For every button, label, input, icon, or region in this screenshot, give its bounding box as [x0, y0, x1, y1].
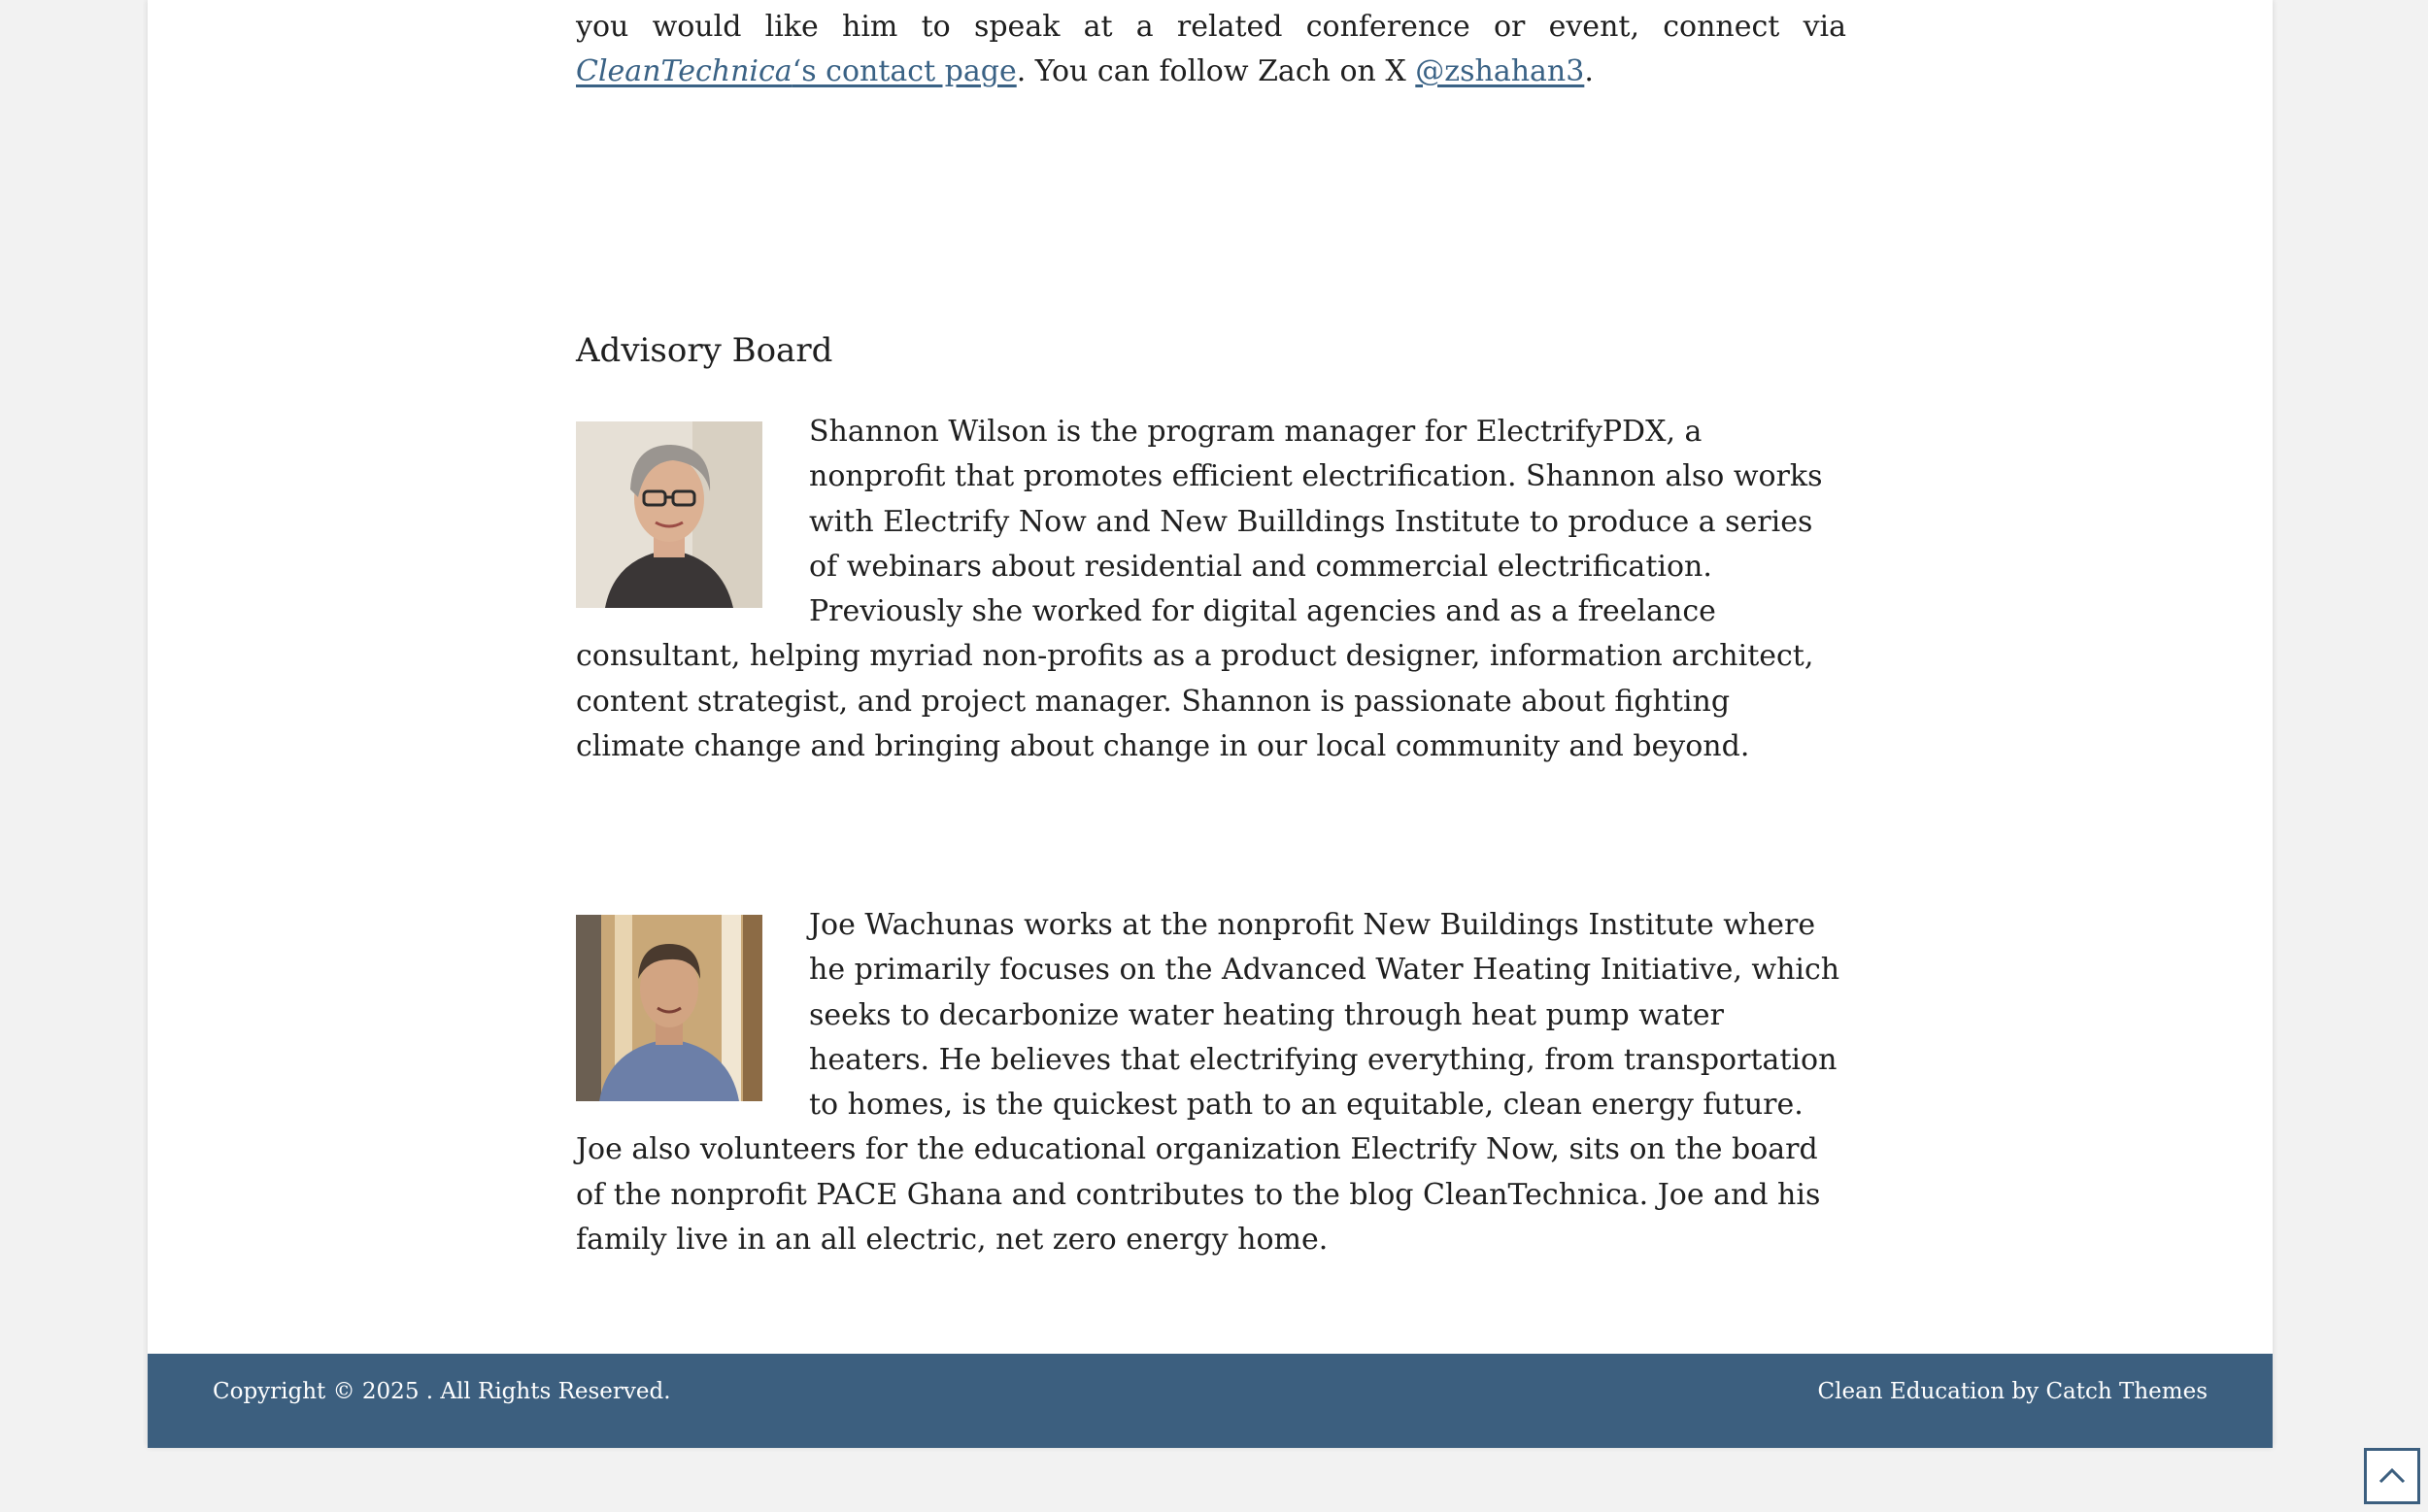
footer-theme-credit[interactable]: Clean Education by Catch Themes	[1817, 1379, 2208, 1404]
contact-page-link[interactable]	[576, 54, 1017, 88]
advisory-member-shannon	[576, 410, 1846, 769]
shannon-bio-text: Shannon Wilson is the program manager for ElectrifyPDX, a nonprofit that promotes efficient electrification. Shannon also works with Electrify Now and New Builldings Institute to produce a series of webinars about residential and commercial electrification. Previously she worked for digital agencies and as a freelance consultant, helping myriad non-profits as a product designer, information architect, content strategist, and project manager. Shannon is passionate about fighting climate change and bringing about change in our local community and beyond.	[576, 415, 1823, 764]
site-footer	[148, 1354, 2273, 1448]
intro-end-text: .	[1584, 54, 1594, 88]
shannon-wilson-photo	[576, 421, 762, 608]
contact-link-brand: CleanTechnica	[576, 54, 792, 88]
intro-text: you would like him to speak at a related conference or event, connect via	[576, 9, 1846, 44]
joe-bio-text: Joe Wachunas works at the nonprofit New Buildings Institute where he primarily focuses on the Advanced Water Heating Initiative, which seeks to decarbonize water heating through heat pump water heaters. He believes that electrifying everything, from transportation to homes, is the quickest path to an equitable, clean energy future. Joe also volunteers for the educational organization Electrify Now, sits on the board of the nonprofit PACE Ghana and contributes to the blog CleanTechnica. Joe and his family live in an all electric, net zero energy home.	[576, 908, 1840, 1258]
intro-mid-text: . You can follow Zach on X	[1016, 54, 1416, 88]
page-container	[148, 0, 2273, 1447]
author-bio-paragraph	[576, 0, 1846, 95]
x-handle-link[interactable]: @zshahan3	[1415, 54, 1585, 88]
advisory-board-heading: Advisory Board	[576, 331, 833, 370]
advisory-member-joe	[576, 903, 1846, 1262]
footer-copyright: Copyright © 2025 . All Rights Reserved.	[213, 1379, 671, 1404]
joe-wachunas-photo	[576, 915, 762, 1101]
scroll-to-top-button[interactable]	[2364, 1448, 2420, 1504]
chevron-up-icon	[2367, 1451, 2417, 1501]
contact-link-rest: ‘s contact page	[792, 54, 1017, 88]
